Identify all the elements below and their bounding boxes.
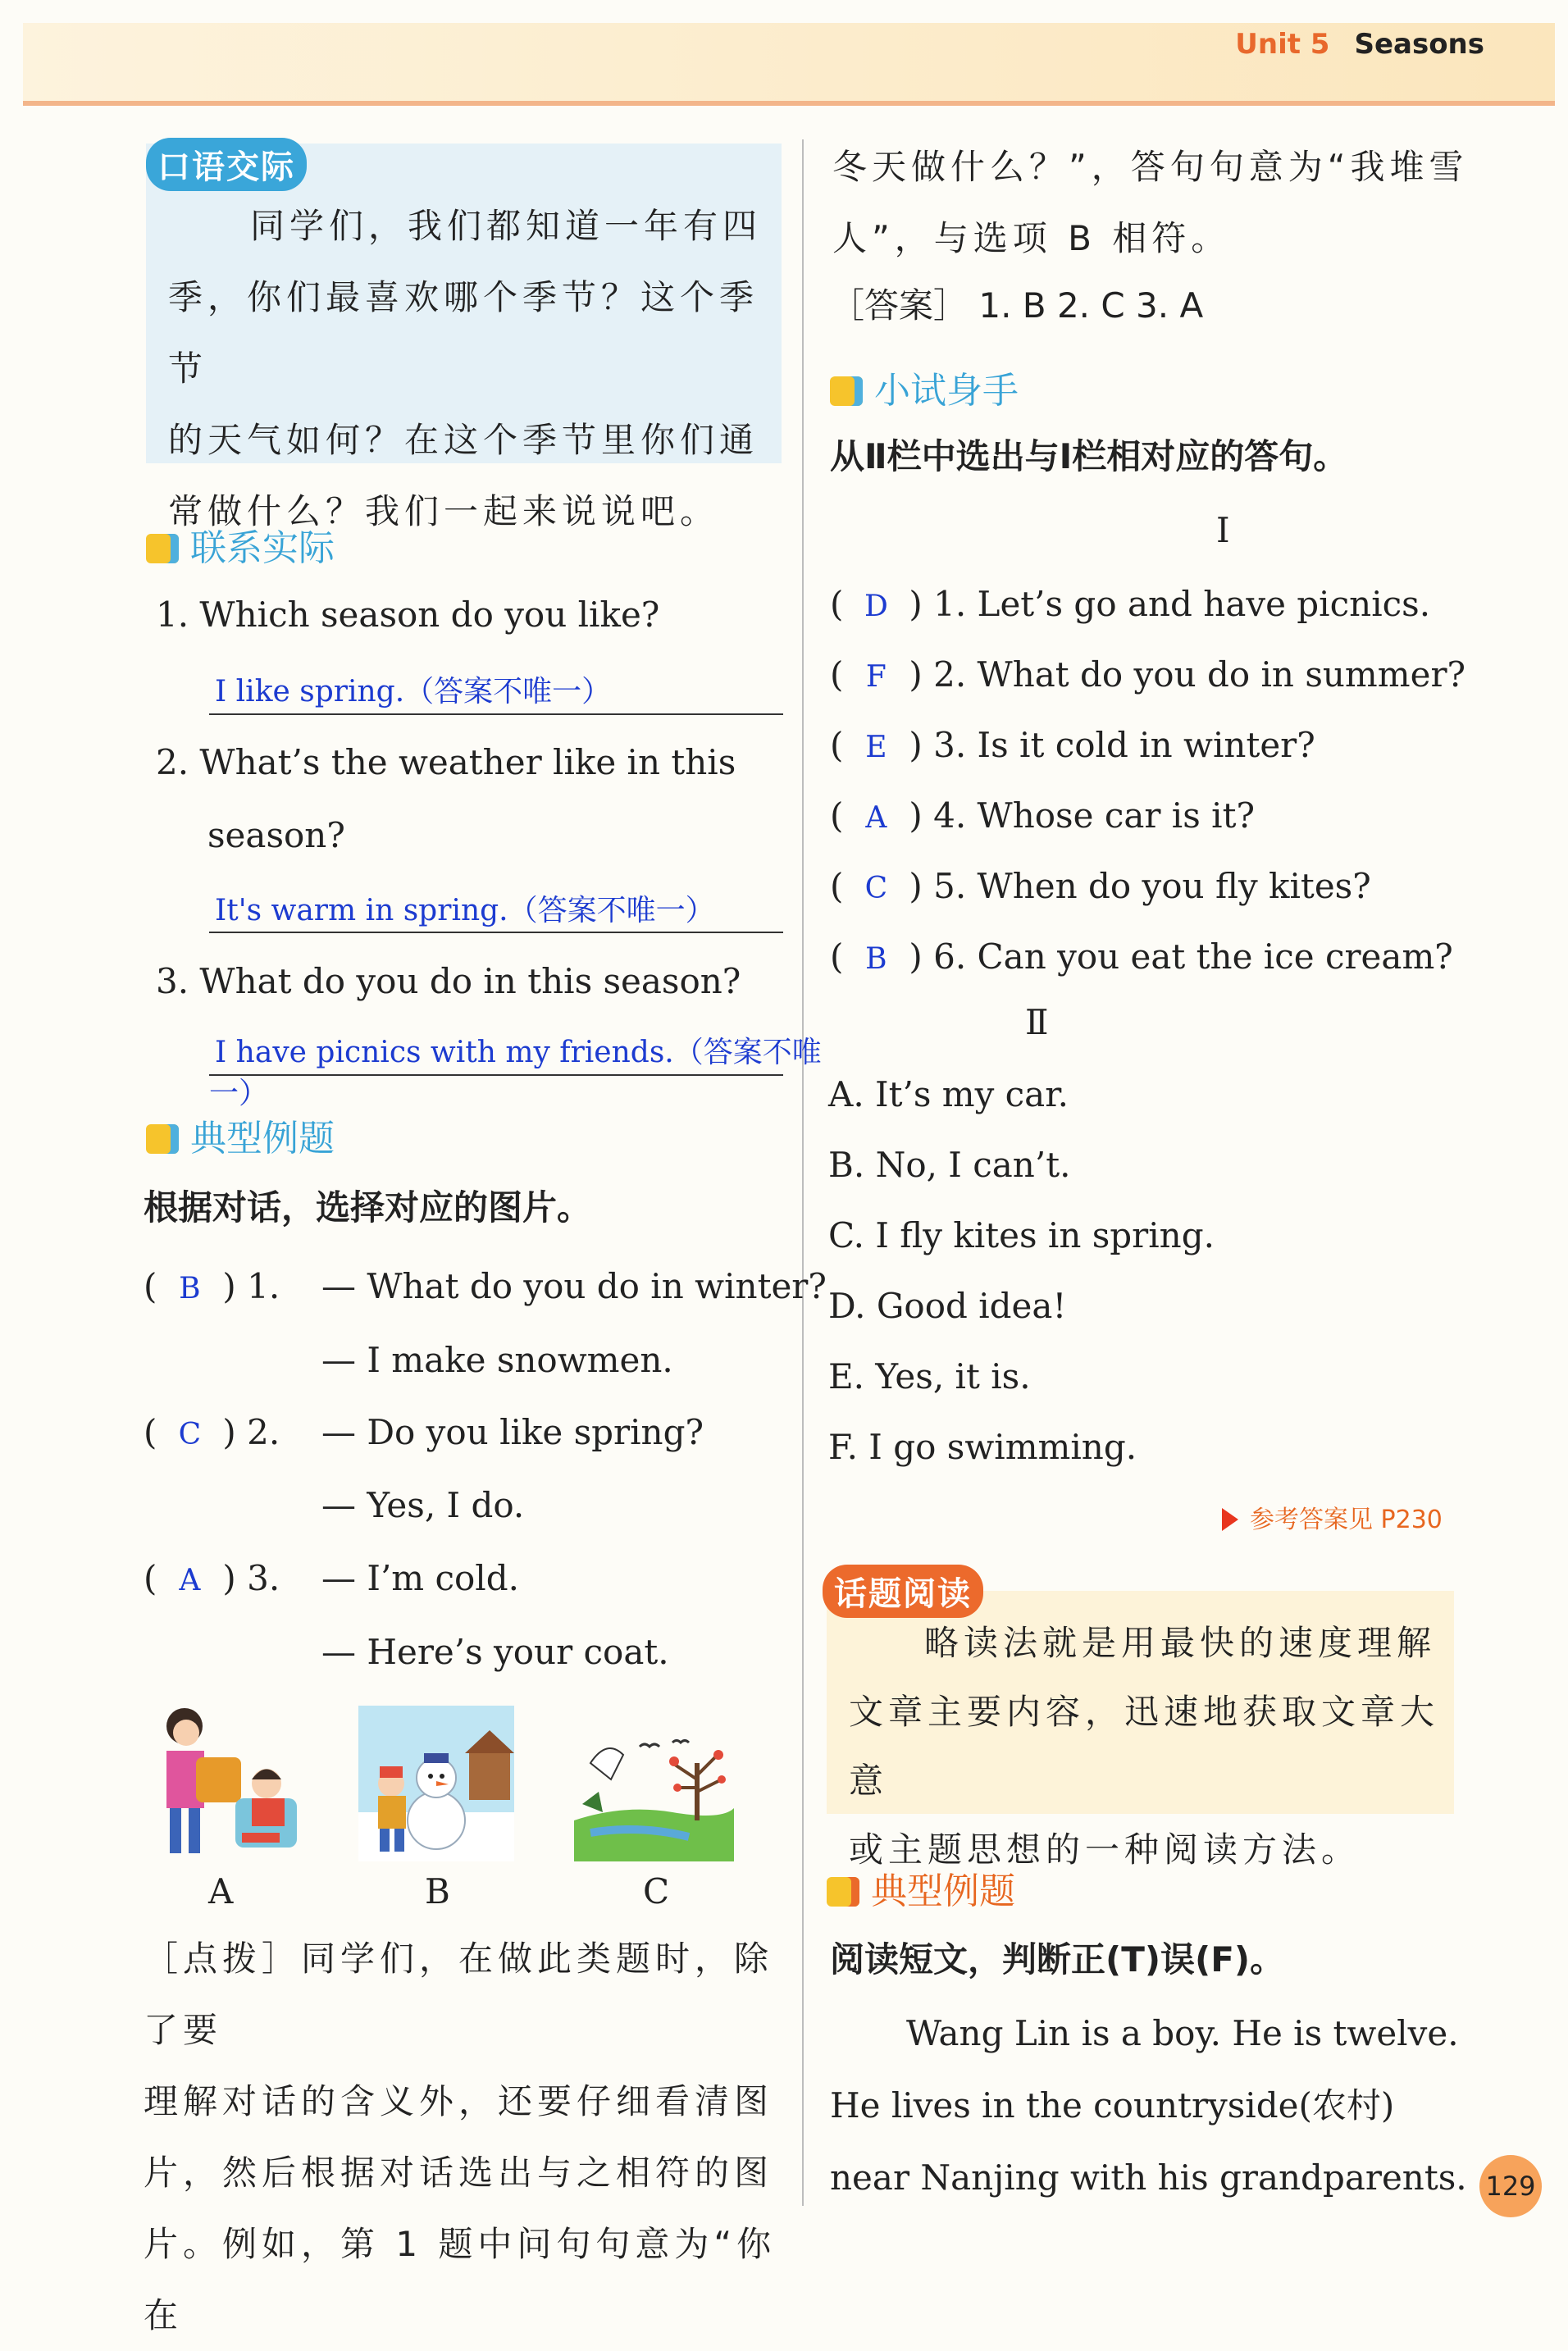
try-answer-5: C (864, 872, 888, 905)
continuation-line-1: 冬天做什么？”，答句句意为“我堆雪 (832, 147, 1469, 187)
try-answer-4: A (865, 801, 887, 835)
unit-title (1235, 28, 1484, 61)
example1-item-2-line2: — Yes, I do. (321, 1485, 525, 1525)
unit-label: Unit 5 (1235, 28, 1330, 61)
try-heading-text: 小试身手 (874, 370, 1019, 412)
example1-item-2-line1: — Do you like spring? (321, 1412, 704, 1452)
arrow-right-icon (1222, 1508, 1238, 1531)
example1-item-2: ( C ) 2. (144, 1412, 280, 1452)
try-item-4: ( A ) 4. Whose car is it? (830, 795, 1255, 836)
practice-q2-line1: 2. What’s the weather like in this (156, 742, 736, 782)
example2-instruction: 阅读短文，判断正(T)误(F)。 (830, 1939, 1285, 1980)
example1-item-3-line2: — Here’s your coat. (321, 1632, 669, 1672)
picture-b-snowman (358, 1706, 514, 1861)
book-icon (146, 534, 179, 563)
oral-badge-wrap (146, 138, 307, 191)
tip-line-1: ［点拨］同学们，在做此类题时，除了要 (144, 1939, 774, 2050)
oral-line-3: 的天气如何？在这个季节里你们通 (168, 420, 759, 460)
example1-item-1-line1: — What do you do in winter? (321, 1266, 827, 1306)
try-option-b: B. No, I can’t. (828, 1145, 1071, 1185)
practice-q1: 1. Which season do you like? (156, 595, 660, 635)
try-answer-2: F (865, 660, 887, 694)
book-icon (830, 376, 863, 406)
try-question-6: ) 6. Can you eat the ice cream? (909, 936, 1453, 977)
practice-a1: I like spring.（答案不唯一） (215, 675, 612, 708)
picture-a-mother-coat (144, 1702, 308, 1866)
oral-line-2: 季，你们最喜欢哪个季节？这个季节 (168, 277, 759, 389)
passage-line-3: near Nanjing with his grandparents. (830, 2157, 1467, 2198)
example1-answer-3: A (179, 1564, 201, 1597)
example1-item-3-line1: — I’m cold. (321, 1558, 519, 1598)
try-option-c: C. I fly kites in spring. (828, 1215, 1215, 1255)
column-one-label: Ⅰ (1216, 510, 1230, 550)
topic-line-3: 或主题思想的一种阅读方法。 (849, 1829, 1361, 1870)
try-heading (830, 361, 1019, 413)
example1-item-1-line2: — I make snowmen. (321, 1340, 673, 1380)
passage-line-1: Wang Lin is a boy. He is twelve. (906, 2013, 1459, 2053)
continuation-line-2: 人”，与选项 B 相符。 (832, 218, 1231, 258)
topic-line-2: 文章主要内容，迅速地获取文章大意 (849, 1692, 1440, 1801)
try-option-a: A. It’s my car. (828, 1074, 1069, 1114)
try-item-1: ( D ) 1. Let’s go and have picnics. (830, 584, 1431, 624)
example1-num-1: ) 1. (222, 1266, 280, 1306)
picture-label-b: B (425, 1871, 450, 1911)
practice-a2: It's warm in spring.（答案不唯一） (215, 894, 715, 927)
example1-answer-2: C (178, 1418, 202, 1451)
answer-line-2 (209, 932, 783, 933)
example1-answer-1: B (179, 1272, 201, 1305)
example2-heading-text: 典型例题 (871, 1870, 1015, 1912)
try-option-e: E. Yes, it is. (828, 1356, 1031, 1396)
tip-line-2: 理解对话的含义外，还要仔细看清图 (144, 2081, 774, 2121)
book-icon (827, 1877, 859, 1907)
try-question-5: ) 5. When do you fly kites? (909, 866, 1371, 906)
example1-num-3: ) 3. (222, 1558, 280, 1598)
practice-heading (146, 518, 335, 571)
try-item-3: ( E ) 3. Is it cold in winter? (830, 725, 1315, 765)
picture-label-c: C (643, 1871, 670, 1911)
practice-a3-line1: I have picnics with my friends.（答案不唯 (215, 1036, 822, 1069)
try-question-1: ) 1. Let’s go and have picnics. (909, 584, 1431, 624)
try-question-3: ) 3. Is it cold in winter? (909, 725, 1315, 765)
example2-heading (827, 1861, 1015, 1914)
answer-reference[interactable] (1222, 1499, 1443, 1535)
topic-badge: 话题阅读 (823, 1565, 983, 1618)
answer-reference-text: 参考答案见 P230 (1250, 1506, 1443, 1534)
oral-line-1: 同学们，我们都知道一年有四 (250, 206, 763, 246)
try-item-6: ( B ) 6. Can you eat the ice cream? (830, 936, 1453, 977)
practice-heading-text: 联系实际 (190, 527, 335, 569)
column-divider (802, 139, 804, 2206)
tip-line-4: 片。例如，第 1 题中问句句意为“你在 (144, 2224, 777, 2335)
right-continuation (832, 131, 1488, 274)
try-item-5: ( C ) 5. When do you fly kites? (830, 866, 1371, 906)
example1-instruction: 根据对话，选择对应的图片。 (144, 1187, 592, 1228)
unit-topic: Seasons (1354, 28, 1484, 61)
answer-line-1 (209, 713, 783, 715)
example1-heading (146, 1109, 335, 1161)
example1-answer-key: ［答案］ 1. B 2. C 3. A (830, 285, 1204, 326)
try-question-2: ) 2. What do you do in summer? (909, 654, 1466, 695)
try-answer-3: E (865, 731, 887, 764)
practice-q3: 3. What do you do in this season? (156, 961, 741, 1001)
oral-paragraph (168, 190, 775, 547)
page-number: 129 (1479, 2155, 1542, 2217)
try-question-4: ) 4. Whose car is it? (909, 795, 1255, 836)
example1-num-2: ) 2. (222, 1412, 280, 1452)
example1-heading-text: 典型例题 (190, 1118, 335, 1160)
example1-item-1: ( B ) 1. (144, 1266, 280, 1306)
practice-a3-line2: 一） (209, 1077, 269, 1110)
example1-item-3: ( A ) 3. (144, 1558, 280, 1598)
topic-line-1: 略读法就是用最快的速度理解 (924, 1623, 1437, 1663)
tip-paragraph (144, 1923, 791, 2351)
picture-label-a: A (208, 1871, 234, 1911)
column-two-label: Ⅱ (1025, 1002, 1049, 1042)
answer-line-3 (209, 1074, 783, 1076)
passage-line-2: He lives in the countryside(农村) (830, 2085, 1395, 2125)
oral-line-4: 常做什么？我们一起来说说吧。 (168, 491, 720, 531)
oral-badge: 口语交际 (146, 138, 307, 191)
try-answer-6: B (865, 942, 887, 976)
try-instruction: 从Ⅱ栏中选出与Ⅰ栏相对应的答句。 (830, 436, 1348, 476)
try-answer-1: D (864, 590, 888, 623)
picture-c-spring-kites (574, 1730, 734, 1861)
try-option-d: D. Good idea! (828, 1286, 1067, 1326)
topic-paragraph (849, 1609, 1456, 1884)
practice-q2-line2: season? (207, 815, 345, 855)
book-icon (146, 1124, 179, 1154)
try-item-2: ( F ) 2. What do you do in summer? (830, 654, 1466, 695)
tip-line-3: 片，然后根据对话选出与之相符的图 (144, 2153, 774, 2193)
try-option-f: F. I go swimming. (828, 1427, 1137, 1467)
